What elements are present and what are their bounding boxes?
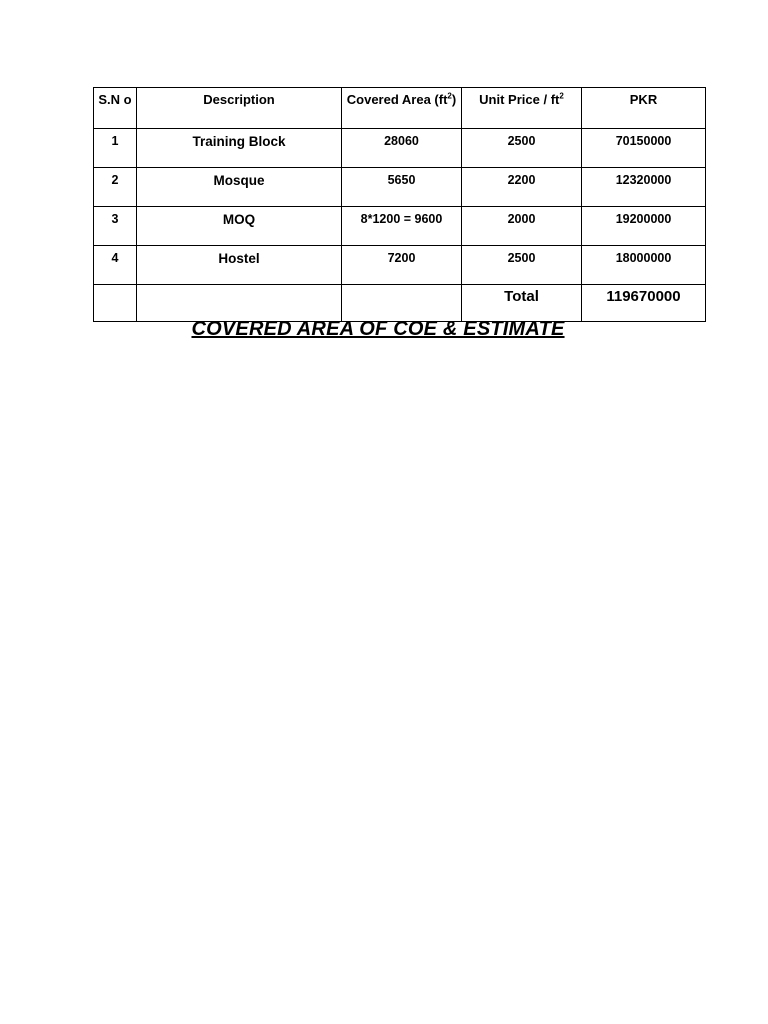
table-caption: COVERED AREA OF COE & ESTIMATE (191, 318, 565, 340)
cell-unit-price: 2200 (462, 168, 582, 207)
cell-pkr: 12320000 (582, 168, 706, 207)
cell-covered-area: 5650 (342, 168, 462, 207)
cell-description: Training Block (137, 129, 342, 168)
cell-sno: 2 (94, 168, 137, 207)
cell-description: MOQ (137, 207, 342, 246)
header-pkr: PKR (582, 88, 706, 129)
table-total-row (94, 285, 706, 322)
cell-unit-price: 2000 (462, 207, 582, 246)
header-unit-price (462, 88, 582, 129)
table-header-row (94, 88, 706, 129)
cell-unit-price: 2500 (462, 246, 582, 285)
table-row (94, 207, 706, 246)
cell-unit-price: 2500 (462, 129, 582, 168)
header-covered-area-text: Covered Area (ft (346, 92, 448, 107)
cell-description: Hostel (137, 246, 342, 285)
cell-pkr: 70150000 (582, 129, 706, 168)
cell-sno: 1 (94, 129, 137, 168)
total-value: 119670000 (582, 285, 706, 322)
header-sno: S.N o (94, 88, 137, 129)
cell-empty (137, 285, 342, 322)
cell-covered-area: 7200 (342, 246, 462, 285)
header-description: Description (137, 88, 342, 129)
cell-pkr: 19200000 (582, 207, 706, 246)
total-label: Total (462, 285, 582, 322)
table-row (94, 168, 706, 207)
cell-covered-area: 28060 (342, 129, 462, 168)
cell-description: Mosque (137, 168, 342, 207)
cell-sno: 4 (94, 246, 137, 285)
cell-empty (342, 285, 462, 322)
header-covered-area (342, 88, 462, 129)
header-unit-price-text: Unit Price / ft (479, 92, 560, 107)
table-row (94, 129, 706, 168)
estimate-table (93, 87, 706, 322)
cell-empty (94, 285, 137, 322)
cell-covered-area: 8*1200 = 9600 (342, 207, 462, 246)
cell-sno: 3 (94, 207, 137, 246)
header-covered-area-close: ) (451, 92, 457, 107)
header-covered-area-superscript: 2 (447, 91, 452, 101)
cell-pkr: 18000000 (582, 246, 706, 285)
header-unit-price-superscript: 2 (559, 91, 564, 101)
table-row (94, 246, 706, 285)
